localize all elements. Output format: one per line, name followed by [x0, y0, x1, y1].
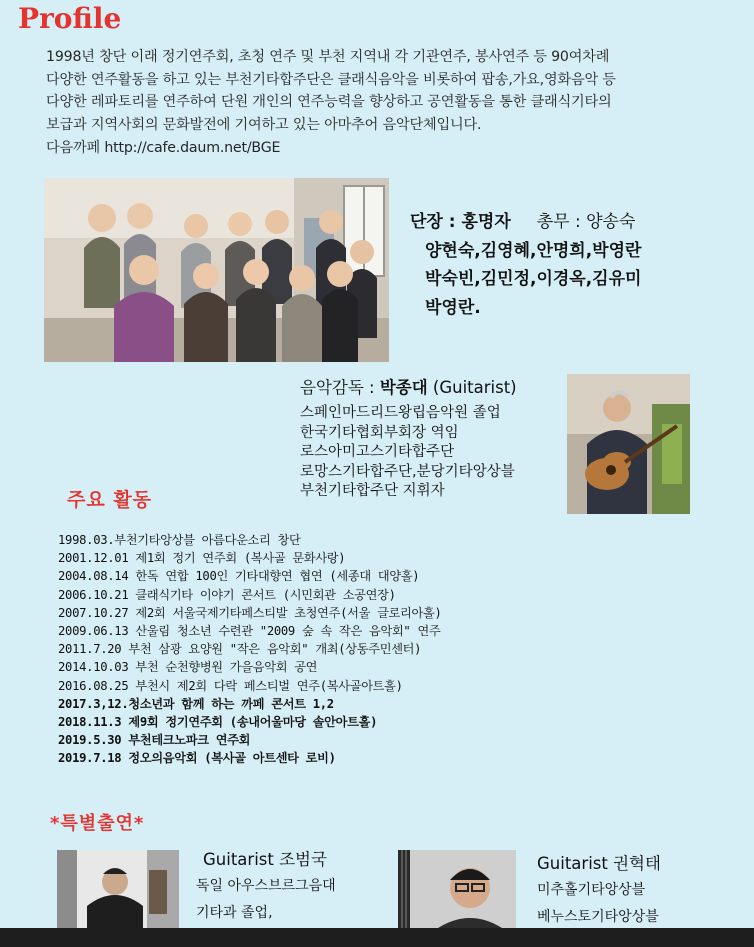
guest2-name: Guitarist 권혁태: [537, 854, 661, 873]
activity-item: 1998.03.부천기타앙상블 아름다운소리 창단: [58, 533, 301, 547]
activity-item: 2019.5.30 부천테크노파크 연주회: [58, 733, 251, 748]
guest1-name: Guitarist 조범국: [203, 850, 327, 869]
member-line: 양현숙,김영혜,안명희,박영란: [425, 240, 642, 261]
career-item: 스페인마드리드왕립음악원 졸업: [300, 405, 501, 421]
activities-title: 주요 활동: [67, 489, 153, 511]
activity-item: 2001.12.01 제1회 정기 연주회 (복사골 문화사랑): [58, 551, 346, 566]
guest2-desc-line: 베누스토기타앙상블: [537, 909, 659, 925]
guest1-photo: [57, 850, 179, 928]
career-item: 한국기타협회부회장 역임: [300, 424, 459, 441]
guest2-description: [537, 877, 659, 931]
intro-line: 다음까페 http://cafe.daum.net/BGE: [46, 139, 281, 156]
guest1-desc-line: 독일 아우스브르그음대: [196, 878, 336, 894]
intro-paragraph: [46, 46, 726, 160]
special-guests-title: *특별출연*: [50, 813, 145, 834]
page-title: Profile: [18, 2, 122, 35]
activity-item: 2019.7.18 정오의음악회 (복사골 아트센타 로비): [58, 751, 336, 766]
career-item: 부천기타합주단 지휘자: [300, 483, 445, 500]
intro-line: 1998년 창단 이래 정기연주회, 초청 연주 및 부천 지역내 각 기관연주, 봉사연주 등 90여차례: [46, 49, 610, 65]
activity-item: 2006.10.21 클래식기타 이야기 콘서트 (시민회관 소공연장): [58, 587, 396, 602]
director-name: 박종대: [379, 378, 428, 397]
group-photo: [44, 178, 389, 362]
activity-item: 2007.10.27 제2회 서울국제기타페스티발 초청연주(서울 글로리아홀): [58, 605, 442, 620]
activity-item: 2014.10.03 부천 순천향병원 가을음악회 공연: [58, 660, 318, 675]
activity-item: 2009.06.13 산울림 청소년 수련관 "2009 숲 속 작은 음악회" 연주: [58, 624, 441, 639]
guest1-description: [196, 873, 336, 927]
activity-item: 2011.7.20 부천 삼광 요양원 "작은 음악회" 개최(상동주민센터): [58, 642, 422, 657]
guest2-photo: [398, 850, 516, 928]
career-item: 로스아미고스기타합주단: [300, 444, 455, 461]
leader-line: [410, 208, 641, 237]
intro-line: 보급과 지역사회의 문화발전에 기여하고 있는 아마추어 음악단체입니다.: [46, 117, 482, 134]
activity-item: 2016.08.25 부천시 제2회 다락 페스티벌 연주(복사골아트홀): [58, 678, 403, 693]
director-photo: [567, 374, 690, 514]
activity-list: [58, 531, 442, 768]
career-item: 로망스기타합주단,분당기타앙상블: [300, 463, 515, 480]
director-career: [300, 404, 515, 502]
director-heading: [300, 374, 517, 398]
manager-label: 총무 : 양송숙: [536, 212, 636, 232]
intro-line: 다양한 연주활동을 하고 있는 부천기타합주단은 클래식음악을 비롯하여 팝송,가요,영화음악 등: [46, 71, 616, 88]
leader-label: 단장 : 홍명자: [410, 212, 511, 232]
intro-line: 다양한 레파토리를 연주하여 단원 개인의 연주능력을 향상하고 공연활동을 통한 클래식기타의: [46, 94, 612, 111]
director-role: (Guitarist): [427, 378, 517, 397]
director-label: 음악감독 :: [300, 378, 380, 397]
activity-item: 2004.08.14 한독 연합 100인 기타대향연 협연 (세종대 대양홀): [58, 569, 420, 584]
guest1-desc-line: 기타과 졸업,: [196, 905, 273, 921]
activity-item: 2018.11.3 제9회 정기연주회 (송내어울마당 솔안아트홀): [58, 715, 378, 730]
member-line: 박영란.: [425, 297, 481, 318]
member-list: [410, 208, 641, 322]
member-line: 박숙빈,김민정,이경옥,김유미: [425, 269, 642, 289]
guest2-desc-line: 미추홀기타앙상블: [537, 882, 646, 898]
activity-item: 2017.3,12.청소년과 함께 하는 까페 콘서트 1,2: [58, 696, 334, 711]
bottom-bar: [0, 928, 754, 947]
